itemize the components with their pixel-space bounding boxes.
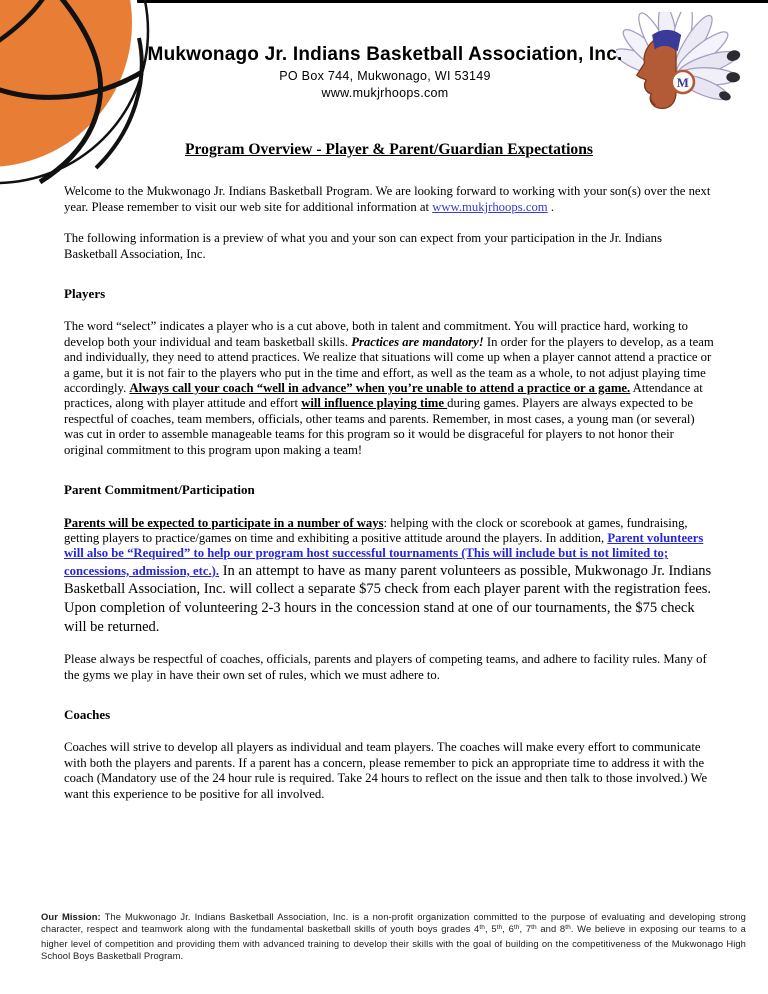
intro-paragraph bbox=[64, 184, 714, 215]
mission-text-5: and 8 bbox=[536, 923, 566, 935]
document-body bbox=[64, 142, 714, 818]
mission-sup-1: th bbox=[479, 924, 486, 932]
parents-text-deposit: In an attempt to have as many parent volunteers as possible, Mukwonago Jr. Indians Basketball Association, Inc. will collect a separate $75 check from each player parent with the registration fees. Upon completion of volunteering 2-3 hours in the concession stand at one of our tournaments, the $75 check will be returned. bbox=[64, 562, 712, 635]
intro-text-end: . bbox=[547, 199, 555, 214]
mission-text-2: , 5 bbox=[485, 923, 497, 935]
parents-paragraph bbox=[64, 516, 714, 637]
mission-sup-3: th bbox=[513, 924, 520, 932]
mission-text-3: , 6 bbox=[502, 923, 514, 935]
players-text-1: The word “select” indicates a player who is a cut above, both in talent and commitment. You will practice hard, working to develop both your individual and team basketball skills. bbox=[64, 319, 688, 349]
page-title: Program Overview - Player & Parent/Guardian Expectations bbox=[185, 141, 593, 158]
players-text-2: In order for the players to develop, as a team and individually, they need to attend practices. We realize that situations will come up when a player cannot attend a practice or a game, but it is not fair to the players who put in the time and effort, as well as the team as a whole, to not adjust playing time accordingly. bbox=[64, 334, 714, 396]
players-paragraph bbox=[64, 319, 714, 458]
mascot-logo-icon bbox=[616, 12, 748, 140]
mission-statement bbox=[41, 911, 746, 963]
parents-emphasis-volunteers: Parent volunteers will also be “Required” to help our program host successful tournaments (This will include but is not limited to; concessions, admission, etc.). bbox=[64, 530, 704, 578]
players-emphasis-call-coach: Always call your coach “well in advance” when you’re unable to attend a practice or a game. bbox=[129, 381, 631, 396]
mission-sup-5: th bbox=[565, 924, 571, 932]
medallion-letter: M bbox=[676, 76, 689, 91]
parents-heading: Parent Commitment/Participation bbox=[64, 482, 255, 498]
intro-text: Welcome to the Mukwonago Jr. Indians Basketball Program. We are looking forward to working with your son(s) over the next year. Please remember to visit our web site for additional information at bbox=[64, 184, 711, 214]
mission-sup-4: th bbox=[531, 924, 537, 932]
mission-text-6: . We believe in exposing our teams to a higher level of competition and providing them with advanced training to develop their skills with the goal of building on the competitiveness of the Mukwonago High School Boys Basketball Program. bbox=[41, 923, 746, 962]
mission-text-4: , 7 bbox=[519, 923, 532, 935]
mission-text-1: The Mukwonago Jr. Indians Basketball Association, Inc. is a non-profit organization committed to the purpose of evaluating and developing strong character, respect and teamwork along with the fundamental basketball skills of youth boys grades 4 bbox=[41, 911, 746, 935]
respect-paragraph: Please always be respectful of coaches, officials, parents and players of competing teams, and adhere to facility rules. Many of the gyms we play in have their own set of rules, which we must adhere to. bbox=[64, 652, 707, 682]
org-name: Mukwonago Jr. Indians Basketball Association, Inc. bbox=[147, 44, 623, 65]
mission-label: Our Mission: bbox=[41, 911, 101, 922]
parents-text-1: : helping with the clock or scorebook at games, fundraising, getting players to practice/games on time and exhibiting a positive attitude around the players. In addition, bbox=[64, 515, 688, 545]
parents-emphasis-participate: Parents will be expected to participate in a number of ways bbox=[64, 515, 384, 530]
org-address: PO Box 744, Mukwonago, WI 53149 bbox=[279, 69, 491, 83]
website-link[interactable]: www.mukjrhoops.com bbox=[432, 199, 548, 214]
letterhead bbox=[140, 44, 630, 100]
players-emphasis-mandatory: Practices are mandatory! bbox=[351, 334, 484, 349]
overview-paragraph: The following information is a preview of what you and your son can expect from your participation in the Jr. Indians Basketball Association, Inc. bbox=[64, 231, 662, 261]
players-emphasis-playing-time: will influence playing time bbox=[301, 396, 448, 411]
players-heading: Players bbox=[64, 286, 106, 302]
players-text-4: during games. Players are always expected to be respectful of coaches, team members, officials, other teams and parents. Remember, in most cases, a young man (or several) was cut in order to assemble manageable teams for this program so it would be disgraceful for players to not honor their original commitment to this program upon making a team! bbox=[64, 396, 695, 457]
coaches-heading: Coaches bbox=[64, 706, 111, 722]
players-text-3: Attendance at practices, along with player attitude and effort bbox=[64, 381, 703, 411]
coaches-paragraph: Coaches will strive to develop all players as individual and team players. The coaches will make every effort to communicate with both the players and parents. If a parent has a concern, please remember to pick an appropriate time to address it with the coach (Mandatory use of the 24 hour rule is required. Take 24 hours to reflect on the issue and then talk to those involved.) We want this experience to be positive for all involved. bbox=[64, 740, 708, 801]
mission-sup-2: th bbox=[496, 924, 503, 932]
org-website: www.mukjrhoops.com bbox=[321, 86, 449, 100]
